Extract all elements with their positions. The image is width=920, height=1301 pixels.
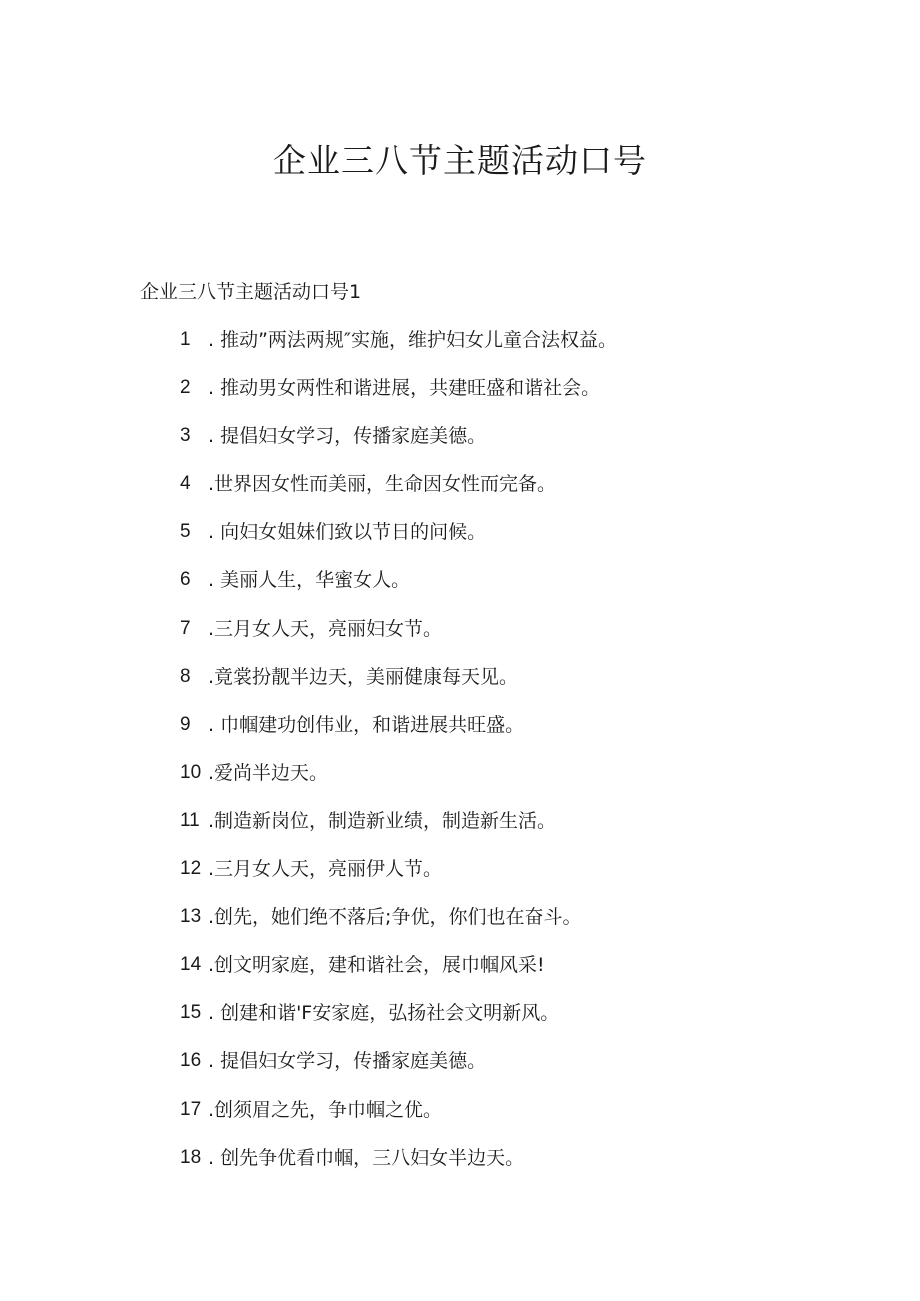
slogan-item xyxy=(180,469,617,517)
slogan-list xyxy=(180,325,617,1191)
slogan-number: 3 xyxy=(180,425,191,447)
slogan-number: 9 xyxy=(180,713,191,735)
slogan-text: . 提倡妇女学习，传播家庭美德。 xyxy=(208,425,487,448)
slogan-text: . 提倡妇女学习，传播家庭美德。 xyxy=(208,1050,487,1073)
slogan-text: .世界因女性而美丽，生命因女性而完备。 xyxy=(208,473,557,496)
slogan-item xyxy=(180,950,617,998)
slogan-text: . 向妇女姐妹们致以节日的问候。 xyxy=(208,521,487,544)
slogan-text: .创先，她们绝不落后;争优，你们也在奋斗。 xyxy=(208,906,582,929)
slogan-number: 10 xyxy=(180,761,202,783)
slogan-text: .制造新岗位，制造新业绩，制造新生活。 xyxy=(208,809,557,832)
slogan-item xyxy=(180,854,617,902)
slogan-item xyxy=(180,710,617,758)
slogan-number: 15 xyxy=(180,1002,202,1024)
slogan-text: . 美丽人生，华蜜女人。 xyxy=(208,569,411,592)
slogan-number: 7 xyxy=(180,617,191,639)
slogan-item xyxy=(180,1143,617,1191)
slogan-text: . 推动”两法两规″实施，维护妇女儿童合法权益。 xyxy=(208,329,618,351)
slogan-text: .爱尚半边天。 xyxy=(208,761,329,784)
slogan-text: .三月女人天，亮丽伊人节。 xyxy=(208,858,443,881)
slogan-number: 8 xyxy=(180,665,191,687)
slogan-number: 12 xyxy=(180,858,202,880)
slogan-text: . 创先争优看巾帼，三八妇女半边天。 xyxy=(208,1146,525,1169)
slogan-item xyxy=(180,1095,617,1143)
slogan-text: .创须眉之先，争巾帼之优。 xyxy=(208,1098,443,1121)
slogan-text: . 推动男女两性和谐进展，共建旺盛和谐社会。 xyxy=(208,377,601,400)
document-title: 企业三八节主题活动口号 xyxy=(273,141,647,180)
slogan-item xyxy=(180,614,617,662)
slogan-item xyxy=(180,998,617,1046)
slogan-number: 17 xyxy=(180,1098,202,1120)
slogan-item xyxy=(180,421,617,469)
slogan-number: 14 xyxy=(180,954,202,976)
slogan-item xyxy=(180,373,617,421)
slogan-item xyxy=(180,806,617,854)
slogan-number: 5 xyxy=(180,521,191,543)
slogan-number: 11 xyxy=(180,809,200,831)
slogan-text: . 创建和谐'F安家庭，弘扬社会文明新风。 xyxy=(208,1002,560,1025)
slogan-number: 18 xyxy=(180,1146,202,1168)
slogan-text: .竟裳扮靓半边天，美丽健康每天见。 xyxy=(208,665,519,688)
slogan-text: .三月女人天，亮丽妇女节。 xyxy=(208,617,443,640)
slogan-item xyxy=(180,758,617,806)
slogan-item xyxy=(180,325,617,373)
slogan-item xyxy=(180,565,617,613)
slogan-item xyxy=(180,662,617,710)
slogan-item xyxy=(180,1046,617,1094)
slogan-item xyxy=(180,902,617,950)
slogan-number: 16 xyxy=(180,1050,202,1072)
slogan-item xyxy=(180,517,617,565)
slogan-text: .创文明家庭，建和谐社会，展巾帼风采! xyxy=(208,954,545,977)
slogan-number: 2 xyxy=(180,377,191,399)
slogan-number: 4 xyxy=(180,473,191,495)
slogan-number: 6 xyxy=(180,569,191,591)
slogan-number: 1 xyxy=(180,329,191,350)
section-heading: 企业三八节主题活动口号1 xyxy=(140,281,362,303)
slogan-number: 13 xyxy=(180,906,202,928)
slogan-text: . 巾帼建功创伟业，和谐进展共旺盛。 xyxy=(208,713,525,736)
